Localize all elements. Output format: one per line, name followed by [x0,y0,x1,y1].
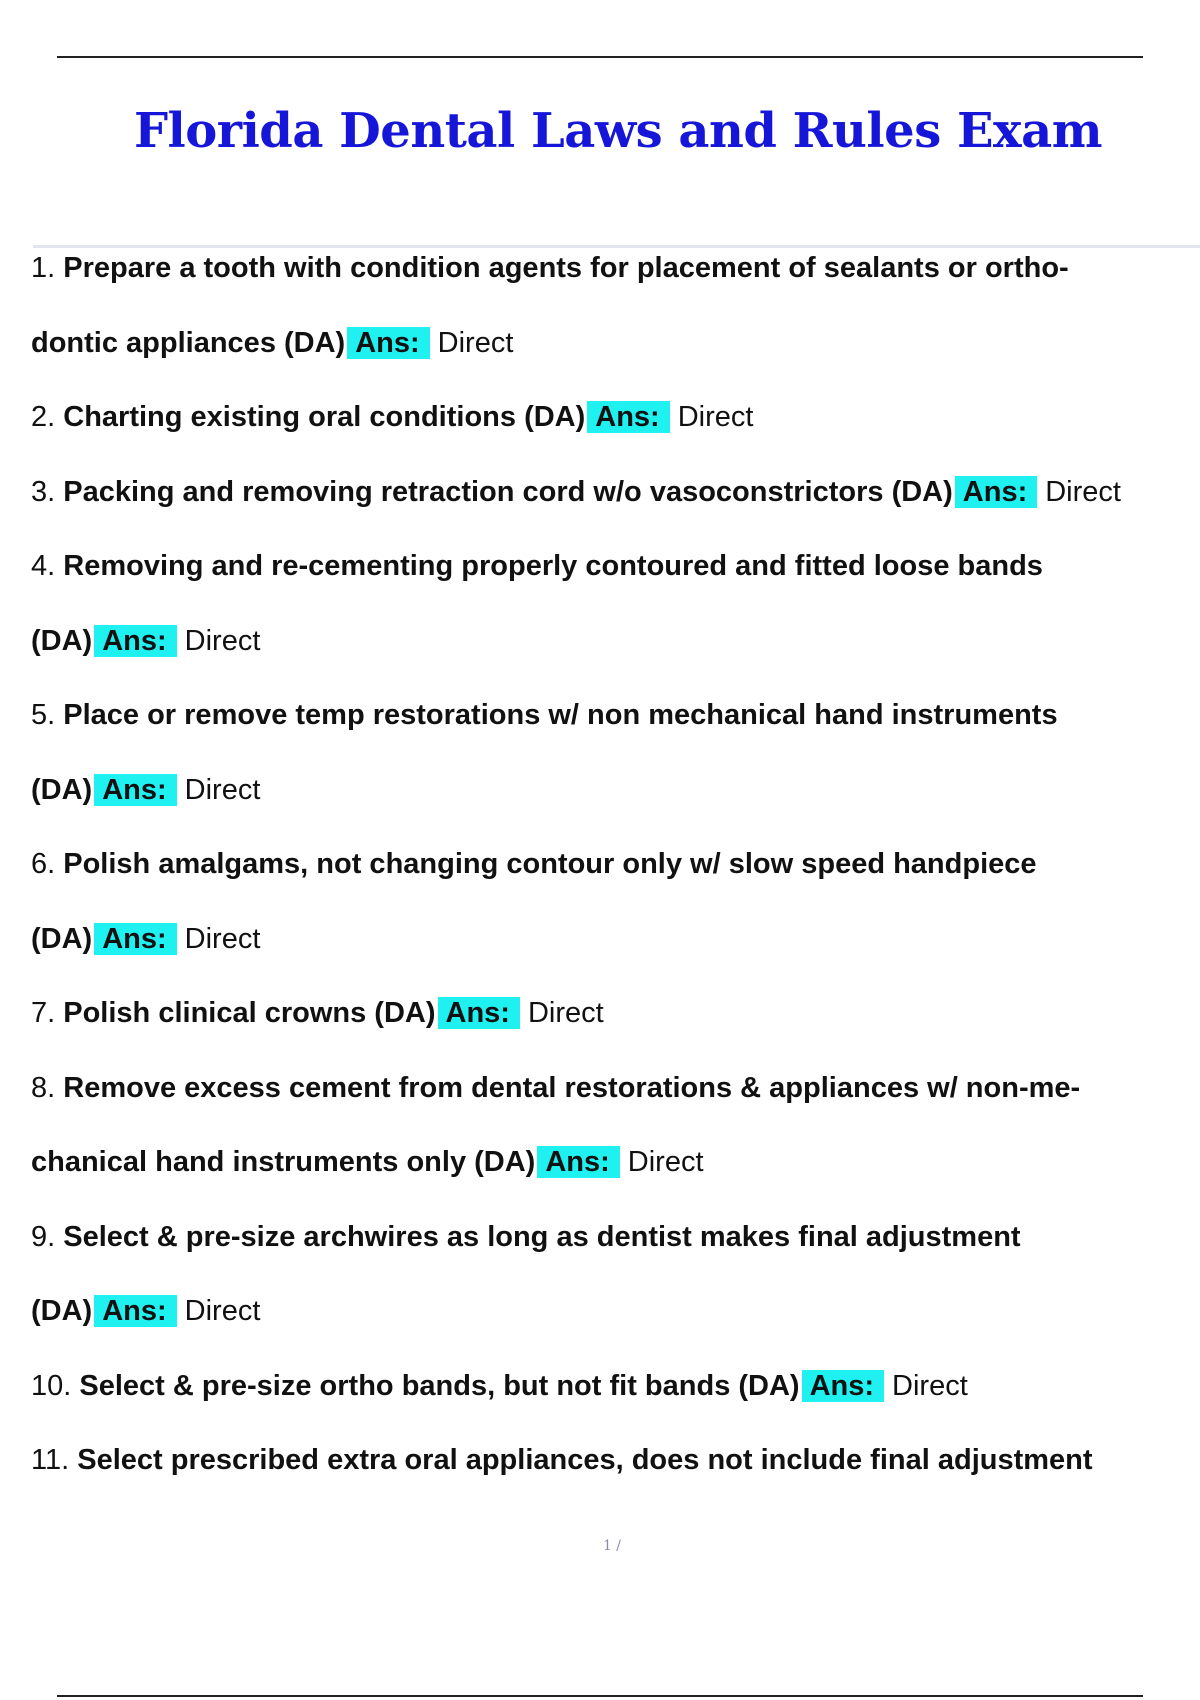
qa-line [31,621,1200,696]
qa-line [31,993,1200,1068]
question-text: (DA) [31,1295,93,1327]
answer-label: Ans: [94,625,176,657]
question-text: dontic appliances (DA) [31,326,346,359]
qa-line [31,770,1200,845]
qa-line [31,546,1200,621]
qa-line [31,844,1200,919]
qa-line [31,919,1200,994]
qa-line [31,397,1200,472]
item-number: 7. [31,997,56,1029]
question-text: Removing and re-cementing properly contoured and fitted loose bands [63,550,1043,582]
answer-value: Direct [184,773,261,806]
question-text: Select prescribed extra oral appliances, does not include final adjustment [77,1444,1093,1476]
qa-line [31,472,1200,547]
answer-value: Direct [892,1369,968,1402]
question-text: Charting existing oral conditions (DA) [63,401,586,433]
item-number: 3. [31,475,56,508]
top-rule [57,56,1143,58]
item-number: 4. [31,550,56,582]
question-text: (DA) [31,773,93,806]
qa-line [31,1142,1200,1217]
qa-line [31,1440,1200,1515]
question-text: Packing and removing retraction cord w/o vasoconstrictors (DA) [63,475,953,508]
page-number: 1 / [602,1538,622,1554]
item-number: 2. [31,401,56,433]
answer-label: Ans: [94,774,176,806]
item-number: 8. [31,1071,56,1104]
item-number: 11. [31,1444,70,1476]
question-text: Remove excess cement from dental restorations & appliances w/ non-me- [63,1071,1081,1104]
question-text: (DA) [31,922,93,955]
answer-label: Ans: [438,997,520,1029]
item-number: 10. [31,1369,72,1402]
answer-value: Direct [527,997,604,1029]
qa-line [31,323,1200,398]
question-text: Polish amalgams, not changing contour only w/ slow speed handpiece [63,848,1037,880]
question-text: Place or remove temp restorations w/ non mechanical hand instruments [63,699,1058,731]
answer-value: Direct [677,401,754,433]
item-number: 9. [31,1220,56,1253]
qa-line [31,1217,1200,1292]
answer-value: Direct [184,922,261,955]
question-text: (DA) [31,624,93,657]
qa-line [31,695,1200,770]
item-number: 6. [31,848,56,880]
question-text: Select & pre-size ortho bands, but not fit bands (DA) [79,1369,800,1402]
answer-value: Direct [184,1295,261,1327]
qa-line [31,1291,1200,1366]
answer-label: Ans: [587,401,669,433]
question-text: chanical hand instruments only (DA) [31,1146,536,1178]
question-text: Polish clinical crowns (DA) [63,997,436,1029]
answer-value: Direct [627,1146,704,1178]
answer-label: Ans: [537,1146,619,1178]
question-text: Prepare a tooth with condition agents for placement of sealants or ortho- [63,252,1069,284]
answer-label: Ans: [955,476,1037,508]
qa-line [31,1068,1200,1143]
qa-line [31,248,1200,323]
answer-value: Direct [1045,475,1121,508]
answer-label: Ans: [94,1295,176,1327]
item-number: 1. [31,252,56,284]
page-title: Florida Dental Laws and Rules Exam [133,103,1103,159]
answer-label: Ans: [94,923,176,955]
qa-list [31,248,1200,1515]
answer-label: Ans: [347,327,429,359]
qa-line [31,1366,1200,1441]
answer-value: Direct [184,624,261,657]
question-text: Select & pre-size archwires as long as dentist makes final adjustment [63,1220,1021,1253]
answer-label: Ans: [802,1370,884,1402]
item-number: 5. [31,699,56,731]
bottom-rule [57,1695,1143,1697]
answer-value: Direct [437,326,514,359]
